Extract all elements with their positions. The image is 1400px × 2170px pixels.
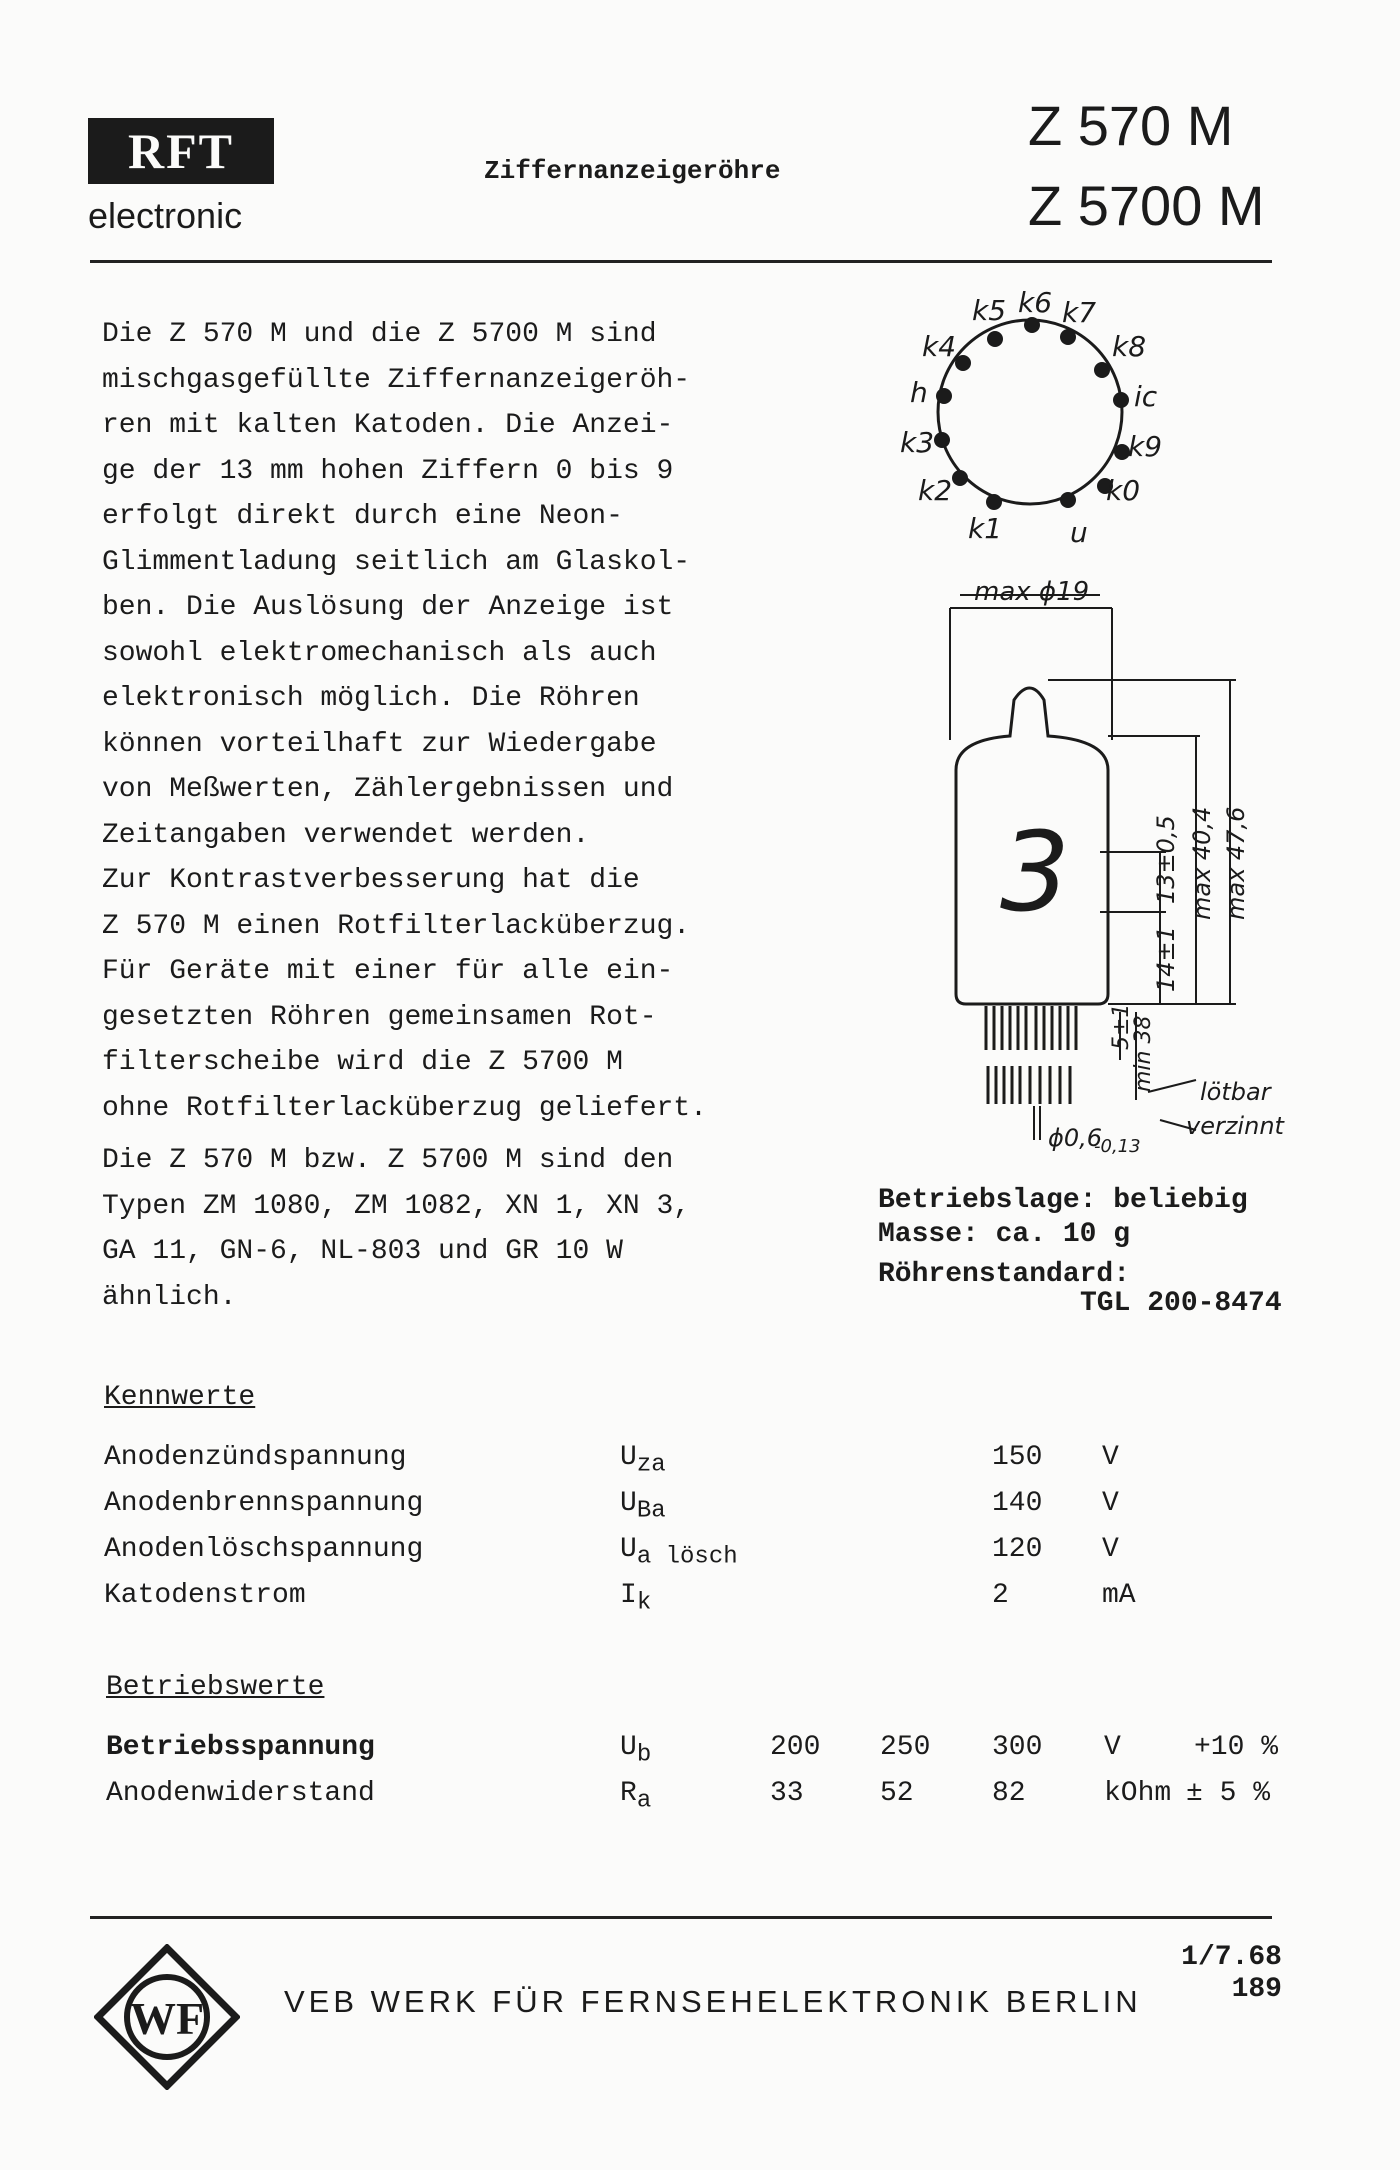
betriebswerte-symbol: $R_a$: [620, 1778, 652, 1815]
text-line: erfolgt direkt durch eine Neon-: [102, 501, 623, 532]
betriebswerte-name: Betriebsspannung: [106, 1732, 375, 1763]
specs-block: [878, 1184, 1248, 1292]
text-line: ge der 13 mm hohen Ziffern 0 bis 9: [102, 455, 674, 487]
text-line: Die Z 570 M und die Z 5700 M sind: [102, 319, 657, 350]
kennwerte-symbol: $U_{a lösch}$: [620, 1534, 738, 1571]
text-line: Z 570 M einen Rotfilterlacküberzug.: [102, 910, 691, 942]
betriebswerte-value: 33: [770, 1778, 804, 1809]
description-paragraph-1: [102, 312, 802, 1131]
betriebswerte-symbol: $U_b$: [620, 1732, 652, 1769]
pin-label: u: [1070, 516, 1088, 549]
pin-label: k6: [1018, 286, 1053, 319]
kennwerte-heading: Kennwerte: [104, 1382, 256, 1413]
footer-page-number: 189: [1231, 1974, 1282, 2005]
text-line: gesetzten Röhren gemeinsamen Rot-: [102, 1001, 657, 1033]
tube-drawing: [880, 280, 1300, 1180]
dim-height-47: max 47,6: [1222, 806, 1250, 920]
kennwerte-name: Anodenzündspannung: [104, 1442, 407, 1473]
note-verzinnt: verzinnt: [1186, 1112, 1284, 1140]
rft-logo-text: RFT: [128, 123, 234, 179]
model-number-2: Z 5700 M: [1028, 174, 1265, 237]
betriebswerte-unit: V: [1104, 1732, 1121, 1763]
text-line: können vorteilhaft zur Wiedergabe: [102, 728, 657, 760]
wf-logo-text: WF: [129, 1993, 205, 2044]
pin-label: k4: [922, 330, 957, 363]
pin-label: k1: [968, 512, 1003, 545]
text-line: sowohl elektromechanisch als auch: [102, 637, 657, 669]
kennwerte-unit: V: [1102, 1442, 1119, 1473]
dim-height-13: 13±0,5: [1152, 815, 1180, 904]
betriebswerte-tolerance: +10 %: [1194, 1732, 1279, 1763]
betriebswerte-value: 300: [992, 1732, 1043, 1763]
kennwerte-value: 150: [992, 1442, 1043, 1473]
model-number-1: Z 570 M: [1028, 94, 1234, 157]
betriebswerte-unit: kOhm: [1104, 1778, 1172, 1809]
note-loetbar: lötbar: [1200, 1078, 1271, 1106]
betriebswerte-name: Anodenwiderstand: [106, 1778, 375, 1809]
text-line: Die Z 570 M bzw. Z 5700 M sind den: [102, 1145, 674, 1176]
betriebswerte-heading: Betriebswerte: [106, 1672, 325, 1703]
dim-pin-38: min 38: [1131, 1015, 1156, 1092]
text-line: GA 11, GN-6, NL-803 und GR 10 W: [102, 1236, 623, 1267]
pin-label: k7: [1062, 296, 1097, 329]
text-line: ren mit kalten Katoden. Die Anzei-: [102, 410, 674, 441]
betriebswerte-tolerance: ± 5 %: [1186, 1778, 1271, 1809]
pin-label: k5: [972, 294, 1007, 327]
header-rule: [90, 260, 1272, 263]
text-line: Zur Kontrastverbesserung hat die: [102, 865, 640, 896]
kennwerte-unit: mA: [1102, 1580, 1136, 1611]
footer-rule: [90, 1916, 1272, 1919]
pin-label: k0: [1106, 474, 1141, 507]
betriebswerte-value: 82: [992, 1778, 1026, 1809]
dim-height-14: 14±1: [1152, 926, 1180, 992]
pin-label: k8: [1112, 330, 1147, 363]
kennwerte-symbol: $I_k$: [620, 1580, 652, 1617]
text-line: Für Geräte mit einer für alle ein-: [102, 956, 674, 987]
logo-subtitle: electronic: [88, 195, 243, 236]
kennwerte-value: 2: [992, 1580, 1009, 1611]
betriebswerte-value: 250: [880, 1732, 931, 1763]
kennwerte-value: 120: [992, 1534, 1043, 1565]
tube-digit: 3: [1000, 808, 1070, 936]
dim-pin-tolerance: -0,13: [1094, 1136, 1141, 1157]
betriebswerte-value: 52: [880, 1778, 914, 1809]
wf-logo: [94, 1944, 240, 2090]
kennwerte-unit: V: [1102, 1534, 1119, 1565]
spec-masse: Masse: ca. 10 g: [878, 1219, 1131, 1250]
pin-dots: [934, 317, 1130, 510]
dim-height-40: max 40,4: [1188, 806, 1216, 920]
text-line: ohne Rotfilterlacküberzug geliefert.: [102, 1092, 707, 1124]
betriebswerte-value: 200: [770, 1732, 821, 1763]
dim-pin-5: 5±1: [1109, 1003, 1134, 1050]
text-line: Glimmentladung seitlich am Glaskol-: [102, 546, 691, 578]
text-line: ben. Die Auslösung der Anzeige ist: [102, 592, 674, 623]
kennwerte-name: Anodenlöschspannung: [104, 1534, 424, 1565]
kennwerte-name: Anodenbrennspannung: [104, 1488, 424, 1519]
description-paragraph-2: [102, 1138, 802, 1320]
company-name: VEB WERK FÜR FERNSEHELEKTRONIK BERLIN: [284, 1984, 1142, 2019]
kennwerte-value: 140: [992, 1488, 1043, 1519]
text-line: Typen ZM 1080, ZM 1082, XN 1, XN 3,: [102, 1190, 691, 1222]
kennwerte-name: Katodenstrom: [104, 1580, 306, 1611]
text-line: mischgasgefüllte Ziffernanzeigeröh-: [102, 364, 691, 396]
diameter-dimension: [950, 595, 1112, 740]
text-line: Zeitangaben verwendet werden.: [102, 819, 590, 851]
pin-label: k3: [900, 426, 935, 459]
pin-label: ic: [1134, 380, 1158, 413]
spec-standard-label: Röhrenstandard:: [878, 1259, 1131, 1290]
text-line: filterscheibe wird die Z 5700 M: [102, 1047, 623, 1078]
document-title: Ziffernanzeigeröhre: [484, 156, 781, 186]
text-line: elektronisch möglich. Die Röhren: [102, 683, 640, 714]
footer-date: 1/7.68: [1181, 1942, 1282, 1973]
dim-max-diameter: max ϕ19: [974, 577, 1090, 607]
kennwerte-symbol: $U_{za}$: [620, 1442, 666, 1479]
kennwerte-unit: V: [1102, 1488, 1119, 1519]
pin-label: k9: [1128, 430, 1163, 463]
text-line: ähnlich.: [102, 1281, 237, 1313]
pin-label: k2: [918, 474, 953, 507]
dim-pin-diameter: ϕ0,6: [1048, 1124, 1102, 1152]
pin-label: h: [910, 376, 928, 409]
text-line: von Meßwerten, Zählergebnissen und: [102, 774, 674, 805]
footer-date-block: [1170, 1942, 1282, 2006]
kennwerte-symbol: $U_{Ba}$: [620, 1488, 666, 1525]
tube-pins: [986, 1006, 1076, 1104]
spec-standard-value: TGL 200-8474: [1080, 1288, 1282, 1319]
spec-betriebslage: Betriebslage: beliebig: [878, 1185, 1248, 1216]
